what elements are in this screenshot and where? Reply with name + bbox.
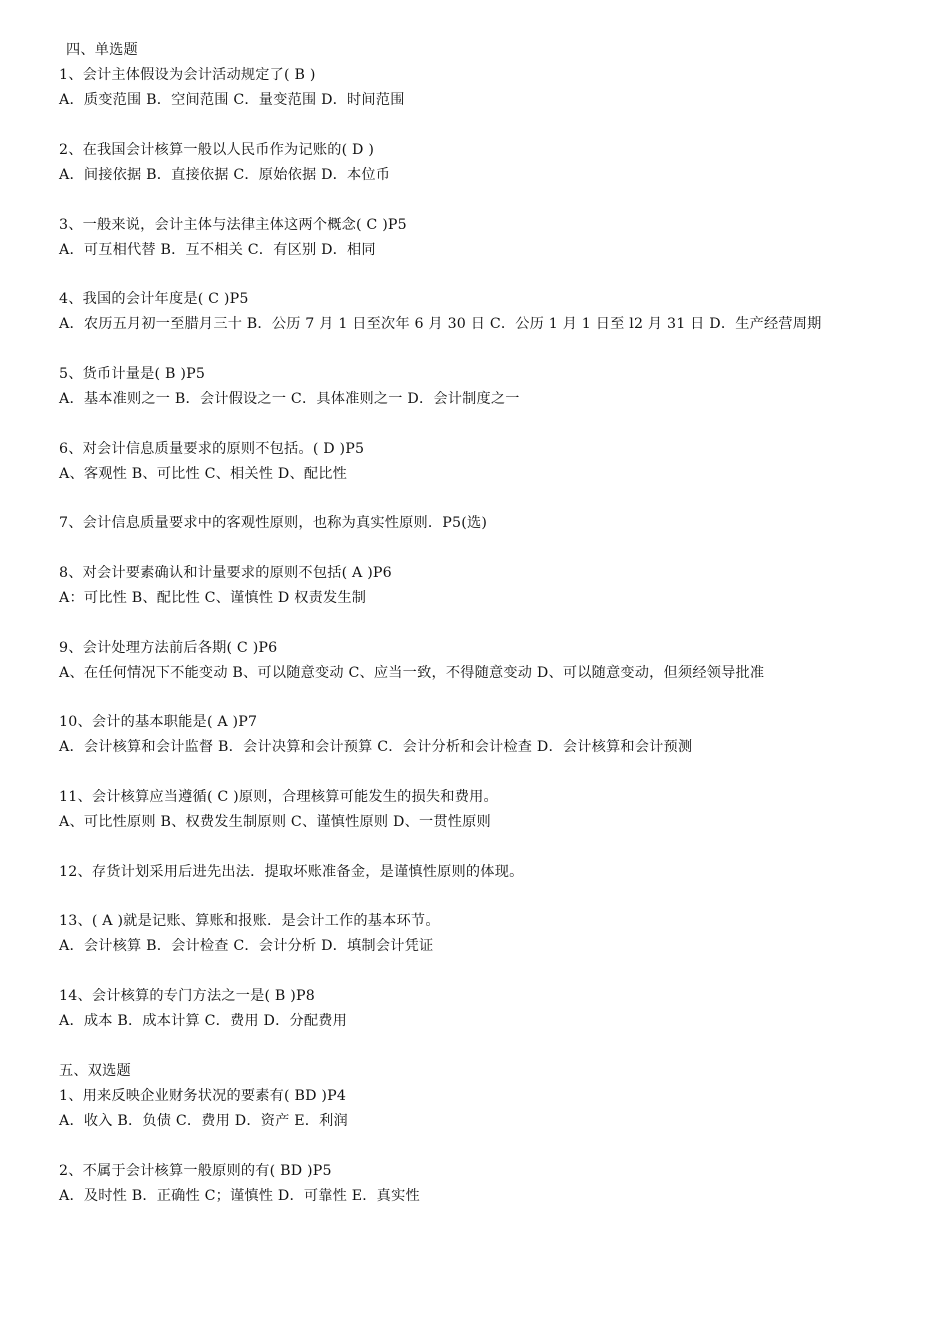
section-title-single-choice: 四、单选题 <box>66 42 138 58</box>
question-options: A、客观性 B、可比性 C、相关性 D、配比性 <box>59 466 348 482</box>
section-title-double-choice: 五、双选题 <box>59 1063 131 1079</box>
question-text: 2、在我国会计核算一般以人民币作为记账的( D ) <box>59 142 375 158</box>
question-options: A．可互相代替 B．互不相关 C．有区别 D．相同 <box>59 242 376 258</box>
question-text: 9、会计处理方法前后各期( C )P6 <box>59 640 278 656</box>
question-options: A．成本 B．成本计算 C．费用 D．分配费用 <box>59 1013 348 1029</box>
statement-text: 7、会计信息质量要求中的客观性原则，也称为真实性原则．P5(选) <box>59 515 488 531</box>
question-options: A．农历五月初一至腊月三十 B．公历 7 月 1 日至次年 6 月 30 日 C．公历 1 月 1 日至 l2 月 31 日 D．生产经营周期 <box>59 316 822 332</box>
question-text: 14、会计核算的专门方法之一是( B )P8 <box>59 988 315 1004</box>
question-text: 6、对会计信息质量要求的原则不包括。( D )P5 <box>59 441 365 457</box>
question-options: A．会计核算和会计监督 B．会计决算和会计预算 C．会计分析和会计检查 D．会计核算和会计预测 <box>59 739 693 755</box>
question-options: A．基本准则之一 B．会计假设之一 C．具体准则之一 D．会计制度之一 <box>59 391 520 407</box>
question-text: 8、对会计要素确认和计量要求的原则不包括( A )P6 <box>59 565 392 581</box>
question-options: A．会计核算 B．会计检查 C．会计分析 D．填制会计凭证 <box>59 938 434 954</box>
question-text: 2、不属于会计核算一般原则的有( BD )P5 <box>59 1163 332 1179</box>
question-options: A．收入 B．负债 C．费用 D．资产 E．利润 <box>59 1113 348 1129</box>
question-options: A：可比性 B、配比性 C、谨慎性 D 权责发生制 <box>59 590 367 606</box>
question-text: 11、会计核算应当遵循( C )原则，合理核算可能发生的损失和费用。 <box>59 789 498 805</box>
question-options: A、在任何情况下不能变动 B、可以随意变动 C、应当一致，不得随意变动 D、可以随意变动，但须经领导批准 <box>59 665 765 681</box>
question-options: A．及时性 B．正确性 C；谨慎性 D．可靠性 E．真实性 <box>59 1188 420 1204</box>
question-options: A、可比性原则 B、权费发生制原则 C、谨慎性原则 D、一贯性原则 <box>59 814 491 830</box>
question-text: 13、( A )就是记账、算账和报账．是会计工作的基本环节。 <box>59 913 440 929</box>
question-text: 5、货币计量是( B )P5 <box>59 366 206 382</box>
statement-text: 12、存货计划采用后进先出法．提取坏账准备金，是谨慎性原则的体现。 <box>59 864 524 880</box>
question-text: 10、会计的基本职能是( A )P7 <box>59 714 258 730</box>
question-options: A．质变范围 B．空间范围 C．量变范围 D．时间范围 <box>59 92 405 108</box>
question-options: A．间接依据 B．直接依据 C．原始依据 D．本位币 <box>59 167 391 183</box>
question-text: 4、我国的会计年度是( C )P5 <box>59 291 249 307</box>
question-text: 1、会计主体假设为会计活动规定了( B ) <box>59 67 316 83</box>
question-text: 3、一般来说，会计主体与法律主体这两个概念( C )P5 <box>59 217 407 233</box>
question-text: 1、用来反映企业财务状况的要素有( BD )P4 <box>59 1088 347 1104</box>
